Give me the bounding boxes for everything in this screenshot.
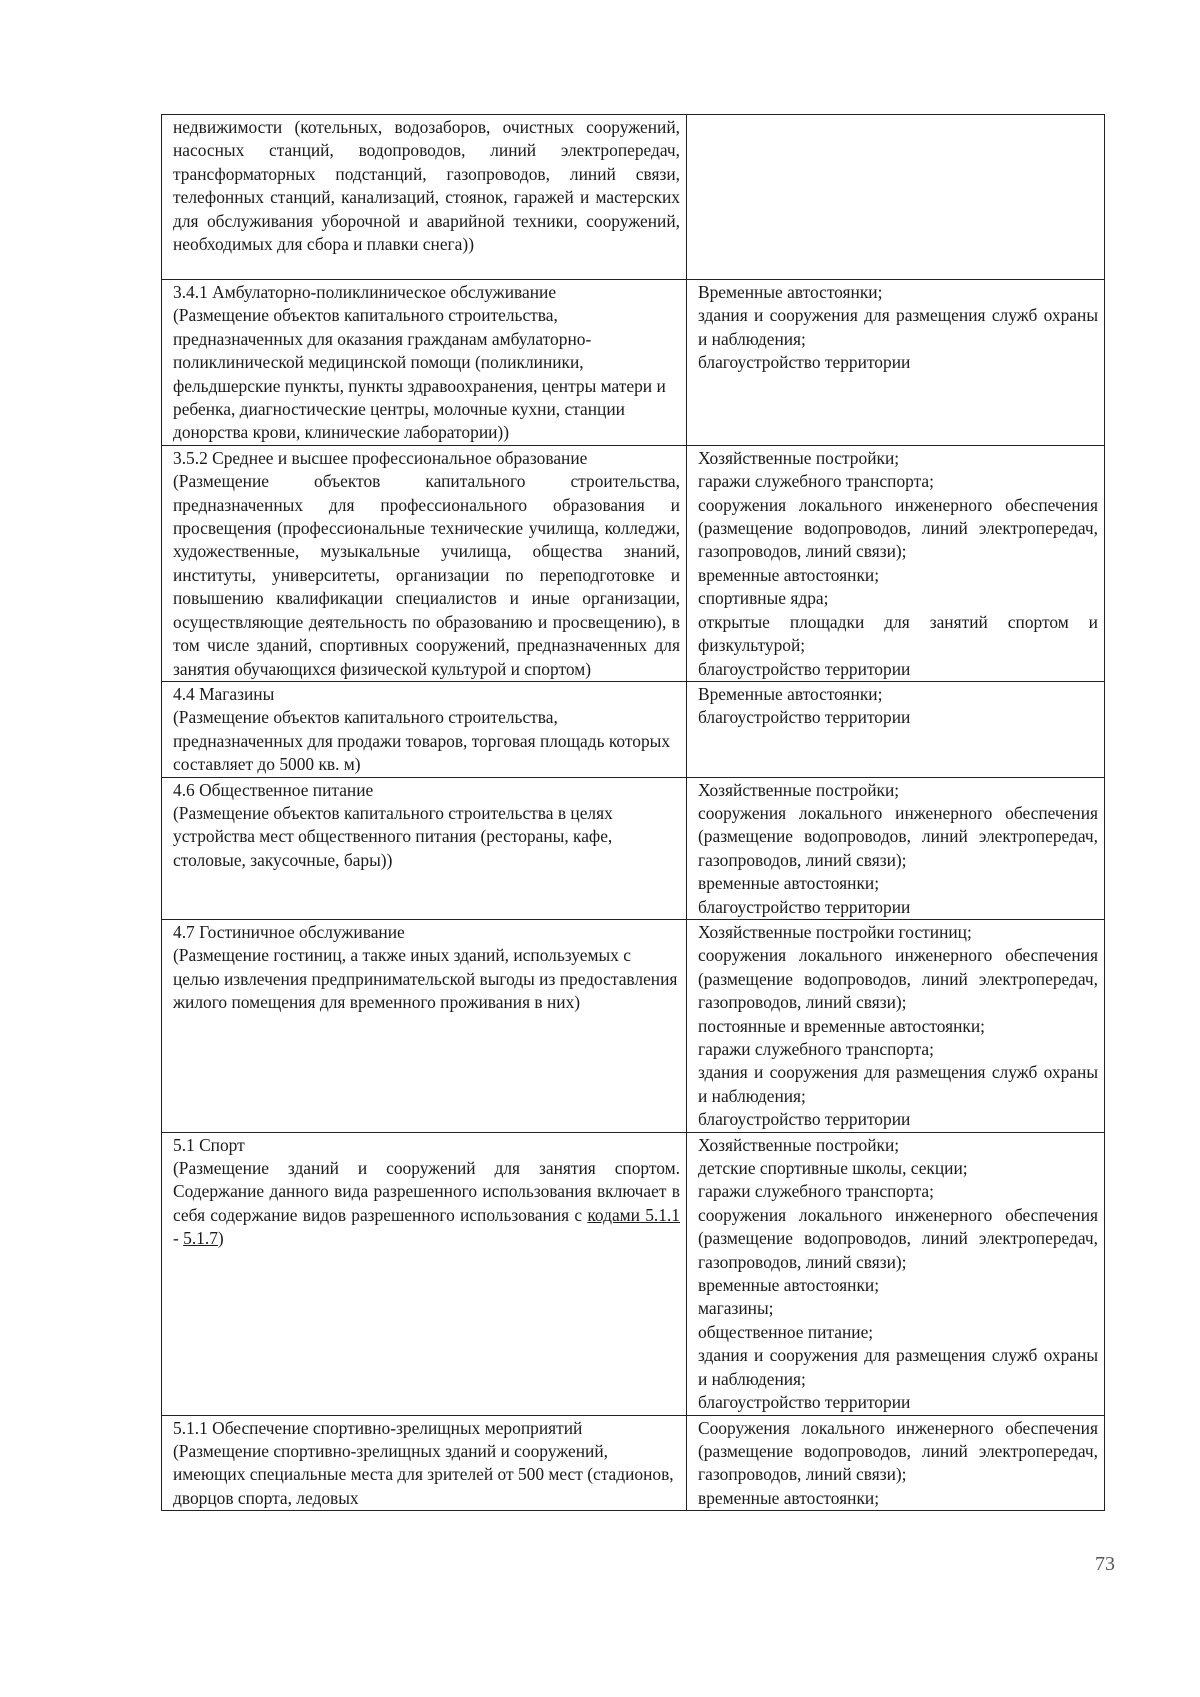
auxiliary-uses-cell bbox=[687, 445, 1105, 681]
land-use-title: 3.5.2 Среднее и высшее профессиональное образование bbox=[173, 447, 588, 468]
land-use-type-cell bbox=[162, 919, 687, 1132]
auxiliary-use-item: благоустройство территории bbox=[698, 1109, 911, 1130]
table-row bbox=[162, 681, 1105, 777]
auxiliary-uses-cell bbox=[687, 681, 1105, 777]
land-use-type-cell bbox=[162, 777, 687, 919]
auxiliary-use-item: сооружения локального инженерного обеспечения (размещение водопроводов, линий электропередач, газопроводов, линий связи); bbox=[698, 494, 1098, 562]
table-row bbox=[162, 280, 1105, 446]
table-row bbox=[162, 1415, 1105, 1511]
land-use-description: (Размещение гостиниц, а также иных зданий, используемых с целью извлечения предпринимательской выгоды из предоставления жилого помещения для временного проживания в них) bbox=[173, 945, 678, 1013]
auxiliary-use-item: постоянные и временные автостоянки; bbox=[698, 1015, 985, 1036]
auxiliary-use-item: Хозяйственные постройки; bbox=[698, 779, 900, 800]
auxiliary-uses-cell bbox=[687, 1132, 1105, 1415]
auxiliary-uses-cell bbox=[687, 115, 1105, 280]
auxiliary-use-item: Сооружения локального инженерного обеспечения (размещение водопроводов, линий электропередач, газопроводов, линий связи); bbox=[698, 1417, 1098, 1485]
auxiliary-uses-cell bbox=[687, 777, 1105, 919]
auxiliary-use-item: временные автостоянки; bbox=[698, 1275, 880, 1296]
auxiliary-uses-cell bbox=[687, 919, 1105, 1132]
land-use-title: 5.1 Спорт bbox=[173, 1134, 245, 1155]
land-use-type-cell bbox=[162, 280, 687, 446]
land-use-type-cell bbox=[162, 1415, 687, 1511]
land-use-title: 4.7 Гостиничное обслуживание bbox=[173, 921, 405, 942]
auxiliary-use-item: сооружения локального инженерного обеспечения (размещение водопроводов, линий электропередач, газопроводов, линий связи); bbox=[698, 945, 1098, 1013]
land-use-title: 3.4.1 Амбулаторно-поликлиническое обслуживание bbox=[173, 282, 557, 302]
auxiliary-use-item: гаражи служебного транспорта; bbox=[698, 1039, 934, 1059]
auxiliary-use-item: Хозяйственные постройки гостиниц; bbox=[698, 921, 972, 942]
auxiliary-use-item: благоустройство территории bbox=[698, 352, 911, 373]
auxiliary-use-item: спортивные ядра; bbox=[698, 588, 829, 609]
land-use-description: (Размещение объектов капитального строительства, предназначенных для профессионального образования и просвещения (профессиональные технические училища, колледжи, художественные, музыкальные училища, общества знаний, институты, университеты, организации по переподготовке и повышению квалификации специалистов и иные организации, осуществляющие деятельность по образованию и просвещению), в том числе зданий, спортивных сооружений, предназначенных для занятия обучающихся физической культурой и спортом) bbox=[173, 471, 680, 679]
auxiliary-use-item: открытые площадки для занятий спортом и физкультурой; bbox=[698, 611, 1098, 656]
separator: - bbox=[173, 1228, 184, 1249]
land-use-description: (Размещение объектов капитального строительства в целях устройства мест общественного питания (рестораны, кафе, столовые, закусочные, бары)) bbox=[173, 802, 613, 870]
auxiliary-use-item: временные автостоянки; bbox=[698, 1487, 880, 1508]
land-use-title: 5.1.1 Обеспечение спортивно-зрелищных мероприятий bbox=[173, 1417, 583, 1438]
land-use-table bbox=[161, 114, 1105, 1511]
auxiliary-use-item: благоустройство территории bbox=[698, 658, 911, 679]
table-row bbox=[162, 777, 1105, 919]
auxiliary-use-item: здания и сооружения для размещения служб охраны и наблюдения; bbox=[698, 1062, 1098, 1106]
land-use-description: (Размещение спортивно-зрелищных зданий и сооружений, имеющих специальные места для зрителей от 500 мест (стадионов, дворцов спорта, ледовых bbox=[173, 1440, 674, 1508]
auxiliary-use-item: общественное питание; bbox=[698, 1321, 874, 1342]
code-link[interactable]: 5.1.7 bbox=[183, 1228, 218, 1249]
land-use-type-cell bbox=[162, 115, 687, 280]
land-use-type-cell bbox=[162, 1132, 687, 1415]
auxiliary-use-item: Хозяйственные постройки; bbox=[698, 447, 900, 468]
auxiliary-use-item: Временные автостоянки; bbox=[698, 683, 883, 704]
code-link[interactable]: кодами 5.1.1 bbox=[587, 1204, 680, 1225]
table-row bbox=[162, 445, 1105, 681]
table-row bbox=[162, 115, 1105, 280]
auxiliary-use-item: магазины; bbox=[698, 1298, 774, 1319]
description-text: (Размещение зданий и сооружений для занятия спортом. Содержание данного вида разрешенного использования включает в себя содержание видов разрешенного использования с bbox=[173, 1158, 680, 1225]
auxiliary-use-item: гаражи служебного транспорта; bbox=[698, 471, 934, 492]
auxiliary-use-item: Временные автостоянки; bbox=[698, 282, 883, 302]
table-body bbox=[162, 115, 1105, 1511]
auxiliary-use-item: благоустройство территории bbox=[698, 1392, 911, 1413]
land-use-title: недвижимости (котельных, водозаборов, очистных сооружений, насосных станций, водопроводов, линий электропередач, трансформаторных подстанций, газопроводов, линий связи, телефонных станций, канализаций, стоянок, гаражей и мастерских для обслуживания уборочной и аварийной техники, сооружений, необходимых для сбора и плавки снега)) bbox=[173, 117, 680, 255]
auxiliary-use-item: благоустройство территории bbox=[698, 707, 911, 728]
table-row bbox=[162, 1132, 1105, 1415]
table-row bbox=[162, 919, 1105, 1132]
land-use-description bbox=[173, 1157, 680, 1251]
auxiliary-uses-cell bbox=[687, 280, 1105, 446]
auxiliary-use-item: сооружения локального инженерного обеспечения (размещение водопроводов, линий электропередач, газопроводов, линий связи); bbox=[698, 1204, 1098, 1272]
auxiliary-use-item: детские спортивные школы, секции; bbox=[698, 1158, 968, 1179]
auxiliary-use-item: временные автостоянки; bbox=[698, 564, 880, 585]
land-use-type-cell bbox=[162, 681, 687, 777]
auxiliary-use-item: Хозяйственные постройки; bbox=[698, 1134, 900, 1155]
land-use-title: 4.4 Магазины bbox=[173, 683, 275, 704]
auxiliary-use-item: временные автостоянки; bbox=[698, 873, 880, 894]
auxiliary-use-item: здания и сооружения для размещения служб охраны и наблюдения; bbox=[698, 305, 1098, 349]
land-use-description: (Размещение объектов капитального строительства, предназначенных для продажи товаров, торговая площадь которых составляет до 5000 кв. м) bbox=[173, 707, 671, 775]
land-use-type-cell bbox=[162, 445, 687, 681]
auxiliary-use-item: здания и сооружения для размещения служб охраны и наблюдения; bbox=[698, 1345, 1098, 1389]
auxiliary-use-item: сооружения локального инженерного обеспечения (размещение водопроводов, линий электропередач, газопроводов, линий связи); bbox=[698, 802, 1098, 870]
description-end: ) bbox=[217, 1228, 224, 1249]
land-use-title: 4.6 Общественное питание bbox=[173, 779, 374, 800]
land-use-description: (Размещение объектов капитального строительства, предназначенных для оказания гражданам амбулаторно-поликлинической медицинской помощи (поликлиники, фельдшерские пункты, пункты здравоохранения, центры матери и ребенка, диагностические центры, молочные кухни, станции донорства крови, клинические лаборатории)) bbox=[173, 305, 666, 443]
auxiliary-use-item: гаражи служебного транспорта; bbox=[698, 1181, 934, 1202]
page-number: 73 bbox=[1095, 1553, 1115, 1575]
auxiliary-uses-cell bbox=[687, 1415, 1105, 1511]
auxiliary-use-item: благоустройство территории bbox=[698, 896, 911, 917]
